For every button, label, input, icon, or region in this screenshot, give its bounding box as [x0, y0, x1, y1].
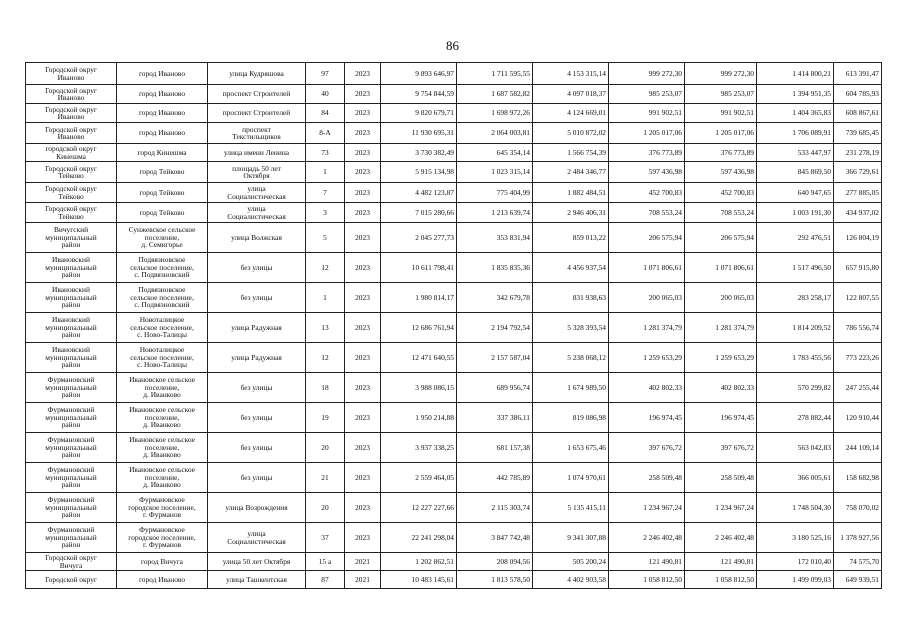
cell-amount-6: 786 556,74: [834, 313, 882, 343]
cell-amount-5: 1 003 191,30: [757, 203, 834, 223]
cell-house-number: 12: [306, 343, 345, 373]
cell-amount-4: 402 802,33: [685, 373, 757, 403]
cell-amount-4: 1 058 812,50: [685, 571, 757, 589]
table-row: [26, 553, 882, 571]
cell-municipality: Фурмановский муниципальный район: [26, 433, 117, 463]
cell-amount-1: 353 831,94: [457, 223, 533, 253]
cell-settlement: Сунжевское сельское поселение, д. Семигорье: [117, 223, 208, 253]
table-row: [26, 403, 882, 433]
cell-amount-5: 1 404 365,83: [757, 104, 834, 123]
cell-settlement: город Тейково: [117, 203, 208, 223]
cell-amount-4: 258 509,48: [685, 463, 757, 493]
cell-settlement: Подвязновское сельское поселение, с. Подвязновский: [117, 253, 208, 283]
cell-total-cost: 12 686 761,94: [381, 313, 457, 343]
table-row: [26, 123, 882, 144]
cell-house-number: 3: [306, 203, 345, 223]
cell-total-cost: 10 483 145,61: [381, 571, 457, 589]
cell-amount-4: 121 490,81: [685, 553, 757, 571]
cell-settlement: город Иваново: [117, 63, 208, 85]
cell-amount-1: 1 835 835,36: [457, 253, 533, 283]
cell-amount-6: 604 785,93: [834, 85, 882, 104]
cell-year: 2023: [345, 223, 381, 253]
cell-amount-2: 1 882 484,51: [533, 183, 609, 203]
cell-house-number: 13: [306, 313, 345, 343]
cell-settlement: Ивановское сельское поселение, д. Иванково: [117, 433, 208, 463]
cell-amount-2: 5 010 872,02: [533, 123, 609, 144]
cell-street: улица Возрождения: [208, 493, 306, 523]
cell-amount-1: 2 064 003,81: [457, 123, 533, 144]
cell-street: без улицы: [208, 373, 306, 403]
cell-municipality: Фурмановский муниципальный район: [26, 523, 117, 553]
cell-amount-5: 570 299,82: [757, 373, 834, 403]
cell-municipality: Ивановский муниципальный район: [26, 313, 117, 343]
cell-total-cost: 2 559 464,05: [381, 463, 457, 493]
cell-total-cost: 1 950 214,88: [381, 403, 457, 433]
cell-amount-1: 1 023 315,14: [457, 162, 533, 183]
cell-amount-3: 1 205 017,06: [609, 123, 685, 144]
data-table: [25, 62, 882, 589]
cell-amount-1: 689 956,74: [457, 373, 533, 403]
table-row: [26, 162, 882, 183]
cell-amount-3: 121 490,81: [609, 553, 685, 571]
cell-amount-2: 5 135 415,11: [533, 493, 609, 523]
cell-year: 2023: [345, 433, 381, 463]
cell-amount-1: 645 354,14: [457, 144, 533, 162]
cell-amount-3: 452 700,83: [609, 183, 685, 203]
cell-amount-5: 1 414 800,21: [757, 63, 834, 85]
cell-total-cost: 4 482 123,87: [381, 183, 457, 203]
cell-house-number: 7: [306, 183, 345, 203]
table-row: [26, 63, 882, 85]
cell-settlement: город Иваново: [117, 571, 208, 589]
table-row: [26, 283, 882, 313]
cell-amount-1: 3 847 742,48: [457, 523, 533, 553]
cell-amount-3: 402 802,33: [609, 373, 685, 403]
cell-total-cost: 10 611 798,41: [381, 253, 457, 283]
cell-amount-4: 1 259 653,29: [685, 343, 757, 373]
cell-year: 2023: [345, 343, 381, 373]
cell-amount-3: 397 676,72: [609, 433, 685, 463]
cell-municipality: Городской округ Иваново: [26, 85, 117, 104]
cell-house-number: 37: [306, 523, 345, 553]
cell-amount-2: 9 341 307,88: [533, 523, 609, 553]
table-row: [26, 144, 882, 162]
cell-amount-3: 200 065,03: [609, 283, 685, 313]
cell-street: площадь 50 лет Октября: [208, 162, 306, 183]
cell-house-number: 21: [306, 463, 345, 493]
cell-house-number: 40: [306, 85, 345, 104]
cell-municipality: Ивановский муниципальный район: [26, 283, 117, 313]
cell-year: 2023: [345, 403, 381, 433]
cell-total-cost: 22 241 298,04: [381, 523, 457, 553]
cell-house-number: 8-А: [306, 123, 345, 144]
table-row: [26, 203, 882, 223]
cell-amount-3: 258 509,48: [609, 463, 685, 493]
cell-year: 2023: [345, 523, 381, 553]
cell-amount-5: 563 042,83: [757, 433, 834, 463]
cell-amount-6: 231 278,19: [834, 144, 882, 162]
cell-amount-4: 1 071 806,61: [685, 253, 757, 283]
cell-municipality: Городской округ Тейково: [26, 203, 117, 223]
cell-amount-6: 608 867,61: [834, 104, 882, 123]
cell-amount-4: 708 553,24: [685, 203, 757, 223]
cell-amount-1: 2 115 303,74: [457, 493, 533, 523]
cell-street: без улицы: [208, 403, 306, 433]
cell-municipality: Фурмановский муниципальный район: [26, 373, 117, 403]
cell-amount-4: 999 272,30: [685, 63, 757, 85]
cell-amount-5: 1 706 089,91: [757, 123, 834, 144]
cell-settlement: город Иваново: [117, 104, 208, 123]
cell-amount-1: 337 386,11: [457, 403, 533, 433]
cell-amount-4: 206 575,94: [685, 223, 757, 253]
cell-municipality: Городской округ Тейково: [26, 183, 117, 203]
table-row: [26, 571, 882, 589]
cell-total-cost: 2 045 277,73: [381, 223, 457, 253]
table-row: [26, 313, 882, 343]
cell-amount-2: 1 566 754,39: [533, 144, 609, 162]
cell-total-cost: 3 988 086,15: [381, 373, 457, 403]
cell-year: 2021: [345, 571, 381, 589]
cell-street: проспект Строителей: [208, 85, 306, 104]
cell-amount-5: 366 005,61: [757, 463, 834, 493]
cell-amount-5: 1 748 504,30: [757, 493, 834, 523]
cell-settlement: город Иваново: [117, 85, 208, 104]
cell-municipality: Ивановский муниципальный район: [26, 253, 117, 283]
cell-amount-5: 533 447,97: [757, 144, 834, 162]
cell-house-number: 1: [306, 162, 345, 183]
cell-amount-4: 196 974,45: [685, 403, 757, 433]
cell-amount-1: 342 679,78: [457, 283, 533, 313]
cell-amount-1: 1 698 972,26: [457, 104, 533, 123]
cell-street: улица Радужная: [208, 343, 306, 373]
cell-amount-2: 4 153 315,14: [533, 63, 609, 85]
cell-amount-3: 597 436,98: [609, 162, 685, 183]
page-number: 86: [446, 38, 459, 53]
cell-street: улица Кудряшова: [208, 63, 306, 85]
cell-amount-2: 2 946 406,31: [533, 203, 609, 223]
cell-street: улица 50 лет Октября: [208, 553, 306, 571]
cell-year: 2023: [345, 313, 381, 343]
cell-amount-5: 640 947,65: [757, 183, 834, 203]
cell-year: 2023: [345, 85, 381, 104]
cell-amount-6: 657 915,80: [834, 253, 882, 283]
cell-amount-2: 4 124 669,01: [533, 104, 609, 123]
table-row: [26, 85, 882, 104]
cell-amount-5: 1 783 455,56: [757, 343, 834, 373]
cell-amount-3: 991 902,51: [609, 104, 685, 123]
cell-amount-6: 247 255,44: [834, 373, 882, 403]
cell-settlement: город Вичуга: [117, 553, 208, 571]
cell-settlement: Фурмановское городское поселение, г. Фурманов: [117, 523, 208, 553]
cell-house-number: 15 а: [306, 553, 345, 571]
cell-settlement: Фурмановское городское поселение, г. Фурманов: [117, 493, 208, 523]
cell-street: улица Ташкентская: [208, 571, 306, 589]
cell-amount-6: 126 804,19: [834, 223, 882, 253]
cell-total-cost: 1 980 814,17: [381, 283, 457, 313]
cell-amount-5: 3 180 525,16: [757, 523, 834, 553]
cell-amount-1: 1 813 578,50: [457, 571, 533, 589]
cell-settlement: Новоталицкое сельское поселение, с. Ново-Талицы: [117, 313, 208, 343]
cell-total-cost: 12 227 227,66: [381, 493, 457, 523]
cell-street: улица имени Ленина: [208, 144, 306, 162]
cell-amount-4: 200 065,03: [685, 283, 757, 313]
cell-street: улица Волжская: [208, 223, 306, 253]
cell-amount-3: 2 246 402,48: [609, 523, 685, 553]
cell-year: 2021: [345, 553, 381, 571]
cell-amount-5: 1 499 099,03: [757, 571, 834, 589]
cell-amount-5: 1 517 496,50: [757, 253, 834, 283]
cell-amount-2: 4 456 937,54: [533, 253, 609, 283]
cell-house-number: 84: [306, 104, 345, 123]
cell-amount-3: 1 058 812,50: [609, 571, 685, 589]
cell-municipality: Ивановский муниципальный район: [26, 343, 117, 373]
cell-total-cost: 1 202 862,51: [381, 553, 457, 571]
cell-amount-3: 206 575,94: [609, 223, 685, 253]
cell-settlement: Новоталицкое сельское поселение, с. Ново-Талицы: [117, 343, 208, 373]
cell-amount-2: 5 328 393,54: [533, 313, 609, 343]
cell-settlement: Подвязновское сельское поселение, с. Подвязновский: [117, 283, 208, 313]
cell-house-number: 20: [306, 433, 345, 463]
cell-amount-5: 1 394 951,35: [757, 85, 834, 104]
cell-amount-3: 999 272,30: [609, 63, 685, 85]
table-row: [26, 433, 882, 463]
cell-settlement: Ивановское сельское поселение, д. Иванково: [117, 373, 208, 403]
cell-amount-5: 172 010,40: [757, 553, 834, 571]
cell-amount-3: 196 974,45: [609, 403, 685, 433]
cell-amount-5: 845 869,50: [757, 162, 834, 183]
cell-amount-3: 708 553,24: [609, 203, 685, 223]
table-row: [26, 253, 882, 283]
cell-amount-2: 1 653 675,46: [533, 433, 609, 463]
cell-amount-2: 1 074 970,61: [533, 463, 609, 493]
cell-total-cost: 9 893 646,97: [381, 63, 457, 85]
cell-amount-2: 505 200,24: [533, 553, 609, 571]
cell-settlement: Ивановское сельское поселение, д. Иванково: [117, 463, 208, 493]
cell-amount-5: 1 814 209,52: [757, 313, 834, 343]
cell-amount-2: 859 013,22: [533, 223, 609, 253]
cell-street: улица Социалистическая: [208, 203, 306, 223]
table-row: [26, 343, 882, 373]
cell-house-number: 5: [306, 223, 345, 253]
cell-amount-4: 452 700,83: [685, 183, 757, 203]
cell-total-cost: 5 915 134,98: [381, 162, 457, 183]
cell-amount-4: 991 902,51: [685, 104, 757, 123]
cell-amount-3: 1 234 967,24: [609, 493, 685, 523]
cell-amount-6: 120 910,44: [834, 403, 882, 433]
cell-amount-1: 681 157,38: [457, 433, 533, 463]
cell-street: без улицы: [208, 463, 306, 493]
cell-house-number: 20: [306, 493, 345, 523]
cell-street: без улицы: [208, 283, 306, 313]
cell-amount-2: 4 097 018,37: [533, 85, 609, 104]
cell-amount-6: 366 729,61: [834, 162, 882, 183]
cell-amount-6: 244 109,14: [834, 433, 882, 463]
cell-street: улица Социалистическая: [208, 183, 306, 203]
cell-amount-1: 1 711 595,55: [457, 63, 533, 85]
cell-amount-4: 2 246 402,48: [685, 523, 757, 553]
cell-house-number: 87: [306, 571, 345, 589]
cell-amount-4: 376 773,89: [685, 144, 757, 162]
cell-year: 2023: [345, 203, 381, 223]
cell-settlement: город Тейково: [117, 183, 208, 203]
cell-amount-4: 1 234 967,24: [685, 493, 757, 523]
cell-house-number: 73: [306, 144, 345, 162]
cell-amount-6: 158 682,98: [834, 463, 882, 493]
cell-amount-2: 5 238 068,12: [533, 343, 609, 373]
cell-municipality: Городской округ Тейково: [26, 162, 117, 183]
cell-year: 2023: [345, 104, 381, 123]
cell-street: проспект Строителей: [208, 104, 306, 123]
cell-amount-6: 277 885,05: [834, 183, 882, 203]
cell-municipality: городской округ Кинешма: [26, 144, 117, 162]
cell-year: 2023: [345, 123, 381, 144]
cell-amount-3: 1 259 653,29: [609, 343, 685, 373]
cell-amount-2: 1 674 989,50: [533, 373, 609, 403]
cell-house-number: 1: [306, 283, 345, 313]
cell-street: без улицы: [208, 253, 306, 283]
cell-municipality: Городской округ Иваново: [26, 123, 117, 144]
cell-municipality: Городской округ Иваново: [26, 63, 117, 85]
cell-total-cost: 3 730 382,49: [381, 144, 457, 162]
cell-amount-6: 434 937,02: [834, 203, 882, 223]
table-row: [26, 373, 882, 403]
cell-amount-6: 739 685,45: [834, 123, 882, 144]
cell-amount-1: 442 785,89: [457, 463, 533, 493]
cell-amount-6: 122 807,55: [834, 283, 882, 313]
table-row: [26, 463, 882, 493]
cell-amount-2: 819 086,98: [533, 403, 609, 433]
cell-amount-1: 208 094,56: [457, 553, 533, 571]
cell-year: 2023: [345, 463, 381, 493]
cell-total-cost: 12 471 640,55: [381, 343, 457, 373]
cell-amount-1: 1 687 582,82: [457, 85, 533, 104]
cell-amount-4: 597 436,98: [685, 162, 757, 183]
cell-amount-1: 775 404,99: [457, 183, 533, 203]
cell-total-cost: 11 930 695,31: [381, 123, 457, 144]
cell-house-number: 18: [306, 373, 345, 403]
cell-street: без улицы: [208, 433, 306, 463]
cell-amount-6: 613 391,47: [834, 63, 882, 85]
cell-amount-2: 2 484 346,77: [533, 162, 609, 183]
cell-amount-1: 2 157 587,04: [457, 343, 533, 373]
cell-amount-1: 1 213 639,74: [457, 203, 533, 223]
cell-amount-6: 758 070,02: [834, 493, 882, 523]
table-row: [26, 223, 882, 253]
table-row: [26, 523, 882, 553]
cell-amount-3: 1 281 374,79: [609, 313, 685, 343]
cell-year: 2023: [345, 253, 381, 283]
cell-year: 2023: [345, 162, 381, 183]
cell-amount-6: 1 378 927,56: [834, 523, 882, 553]
cell-settlement: Ивановское сельское поселение, д. Иванково: [117, 403, 208, 433]
cell-amount-2: 831 938,63: [533, 283, 609, 313]
cell-amount-3: 1 071 806,61: [609, 253, 685, 283]
cell-amount-5: 278 882,44: [757, 403, 834, 433]
cell-total-cost: 7 015 280,66: [381, 203, 457, 223]
cell-house-number: 97: [306, 63, 345, 85]
cell-house-number: 19: [306, 403, 345, 433]
cell-amount-5: 283 258,17: [757, 283, 834, 313]
cell-municipality: Фурмановский муниципальный район: [26, 463, 117, 493]
cell-amount-4: 1 205 017,06: [685, 123, 757, 144]
cell-total-cost: 9 754 844,59: [381, 85, 457, 104]
cell-year: 2023: [345, 63, 381, 85]
cell-municipality: Фурмановский муниципальный район: [26, 403, 117, 433]
cell-amount-3: 985 253,07: [609, 85, 685, 104]
cell-house-number: 12: [306, 253, 345, 283]
cell-settlement: город Кинешма: [117, 144, 208, 162]
cell-amount-1: 2 194 792,54: [457, 313, 533, 343]
cell-municipality: Вичугский муниципальный район: [26, 223, 117, 253]
table-row: [26, 493, 882, 523]
cell-year: 2023: [345, 373, 381, 403]
cell-amount-2: 4 402 903,58: [533, 571, 609, 589]
cell-settlement: город Иваново: [117, 123, 208, 144]
cell-total-cost: 3 937 338,25: [381, 433, 457, 463]
cell-amount-4: 1 281 374,79: [685, 313, 757, 343]
cell-street: проспект Текстильщиков: [208, 123, 306, 144]
cell-year: 2023: [345, 493, 381, 523]
cell-settlement: город Тейково: [117, 162, 208, 183]
cell-municipality: Фурмановский муниципальный район: [26, 493, 117, 523]
cell-year: 2023: [345, 144, 381, 162]
cell-year: 2023: [345, 283, 381, 313]
cell-street: улица Радужная: [208, 313, 306, 343]
table-row: [26, 104, 882, 123]
cell-municipality: Городской округ Вичуга: [26, 553, 117, 571]
cell-amount-4: 397 676,72: [685, 433, 757, 463]
cell-street: улица Социалистическая: [208, 523, 306, 553]
cell-amount-4: 985 253,07: [685, 85, 757, 104]
cell-municipality: Городской округ: [26, 571, 117, 589]
cell-amount-5: 292 476,51: [757, 223, 834, 253]
cell-amount-6: 74 575,70: [834, 553, 882, 571]
cell-amount-3: 376 773,89: [609, 144, 685, 162]
cell-amount-6: 773 223,26: [834, 343, 882, 373]
cell-total-cost: 9 820 679,71: [381, 104, 457, 123]
table-row: [26, 183, 882, 203]
cell-year: 2023: [345, 183, 381, 203]
cell-municipality: Городской округ Иваново: [26, 104, 117, 123]
cell-amount-6: 649 939,51: [834, 571, 882, 589]
